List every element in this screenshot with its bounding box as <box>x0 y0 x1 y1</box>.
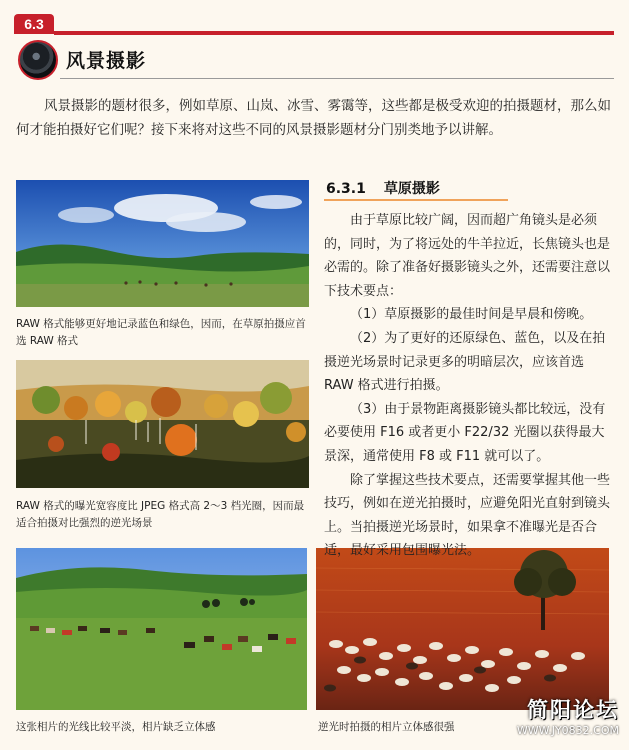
photo-grassland-blue-sky <box>16 180 309 307</box>
subsection-heading <box>326 178 440 198</box>
body-paragraph: 除了掌握这些技术要点，还需要掌握其他一些技巧，例如在逆光拍摄时，应避免阳光直射到镜头上。当拍摄逆光场景时，如果拿不准曝光是否合适，最好采用包围曝光法。 <box>324 472 611 559</box>
section-title: 风景摄影 <box>66 50 147 72</box>
body-paragraph: （2）为了更好的还原绿色、蓝色，以及在拍摄逆光场景时记录更多的明暗层次，应该首选 RAW 格式进行拍摄。 <box>324 330 606 394</box>
watermark-url: WWW.JY0832.COM <box>516 724 619 737</box>
photo-backlit-sheep <box>316 548 609 710</box>
subsection-underline <box>324 199 508 201</box>
photo-backlit-autumn-trees <box>16 360 309 488</box>
title-divider <box>60 78 614 79</box>
section-number-badge: 6.3 <box>14 14 54 34</box>
photo1-caption: RAW 格式能够更好地记录蓝色和绿色，因而，在草原拍摄应首选 RAW 格式 <box>16 318 306 347</box>
photo2-caption: RAW 格式的曝光宽容度比 JPEG 格式高 2～3 档光圈，因而最适合拍摄对比强烈的逆光场景 <box>16 500 305 529</box>
body-text-column <box>324 209 614 563</box>
photo4-caption: 逆光时拍摄的相片立体感很强 <box>318 721 455 733</box>
subsection-title: 草原摄影 <box>383 181 440 197</box>
intro-paragraph: 风景摄影的题材很多，例如草原、山岚、冰雪、雾霭等，这些都是极受欢迎的拍摄题材，那么如何才能拍摄好它们呢？接下来将对这些不同的风景摄影题材分门别类地予以讲解。 <box>16 98 611 138</box>
body-paragraph: 由于草原比较广阔，因而超广角镜头是必须的，同时，为了将远处的牛羊拉近，长焦镜头也是必需的。除了准备好摄影镜头之外，还需要注意以下技术要点： <box>324 213 611 299</box>
body-paragraph: （3）由于景物距离摄影镜头都比较远，没有必要使用 F16 或者更小 F22/32 光圈以获得最大景深，通常使用 F8 或 F11 就可以了。 <box>324 401 606 464</box>
subsection-number: 6.3.1 <box>326 181 366 197</box>
photo3-caption: 这张相片的光线比较平淡，相片缺乏立体感 <box>16 721 216 733</box>
body-paragraph: （1）草原摄影的最佳时间是早晨和傍晚。 <box>350 307 593 323</box>
watermark-logo: 简阳论坛 <box>527 698 619 722</box>
camera-lens-icon <box>18 40 58 80</box>
header-rule <box>54 31 614 35</box>
photo-flat-light-cattle <box>16 548 307 710</box>
